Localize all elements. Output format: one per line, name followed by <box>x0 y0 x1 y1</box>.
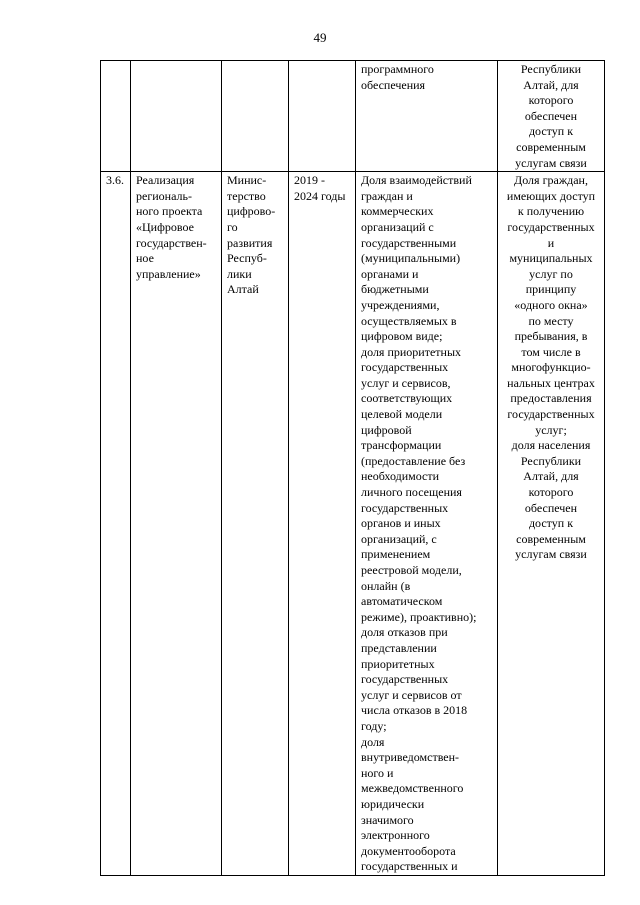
cell-term: 2019 - 2024 годы <box>289 172 356 876</box>
cell-results: Республики Алтай, для которого обеспечен доступ к современным услугам связи <box>498 61 605 172</box>
cell-indicators: Доля взаимодействий граждан и коммерческих организаций с государственными (муниципальными) органами и бюджетными учреждениями, осуществляемых в цифровом виде; доля приоритетных государственных услуг и сервисов, соответствующих целевой модели цифровой трансформации (предоставление без необходимости личного посещения государственных органов и иных организаций, с применением реестровой модели, онлайн (в автоматическом режиме), проактивно); доля отказов при представлении приоритетных государственных услуг и сервисов от числа отказов в 2018 году; доля внутриведомствен- ного и межведомственного юридически значимого электронного документооборота государственных и <box>356 172 498 876</box>
cell-number <box>101 61 131 172</box>
cell-number: 3.6. <box>101 172 131 876</box>
cell-executor <box>222 61 289 172</box>
cell-measure-name: Реализация региональ- ного проекта «Цифровое государствен- ное управление» <box>131 172 222 876</box>
cell-term <box>289 61 356 172</box>
cell-executor: Минис- терство цифрово- го развития Респуб- лики Алтай <box>222 172 289 876</box>
table-row-3-6 <box>101 172 605 876</box>
cell-results: Доля граждан, имеющих доступ к получению государственных и муниципальных услуг по принципу «одного окна» по месту пребывания, в том числе в многофункцио- нальных центрах предоставления государственных услуг; доля населения Республики Алтай, для которого обеспечен доступ к современным услугам связи <box>498 172 605 876</box>
table-row-continuation <box>101 61 605 172</box>
page-number: 49 <box>313 30 327 45</box>
cell-measure-name <box>131 61 222 172</box>
measures-table <box>100 60 605 876</box>
cell-indicators: программного обеспечения <box>356 61 498 172</box>
